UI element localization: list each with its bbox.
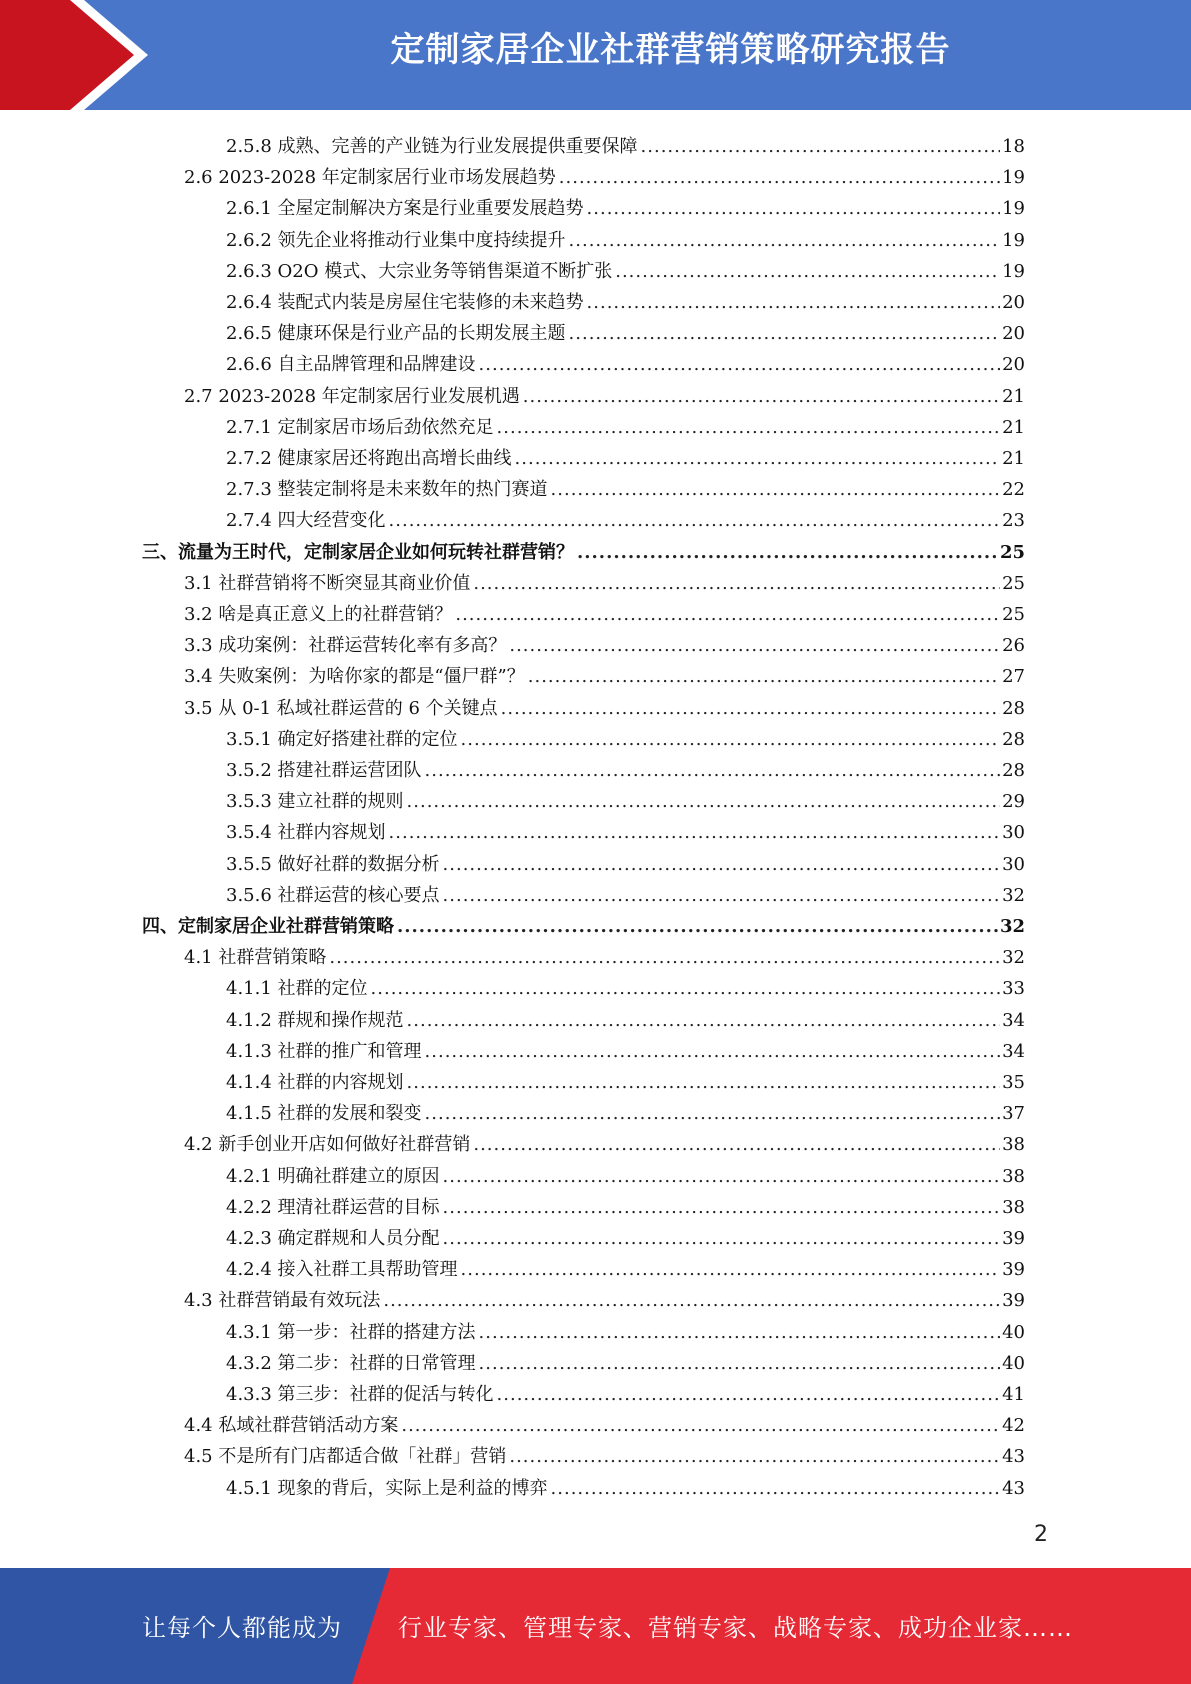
toc-entry[interactable] <box>184 690 1025 720</box>
toc-entry[interactable] <box>226 783 1025 813</box>
toc-leader-dots <box>407 1072 1001 1094</box>
toc-entry-page: 37 <box>1002 1103 1025 1125</box>
toc-entry-label: 3.4 失败案例：为啥你家的都是“僵尸群”？ <box>184 666 525 688</box>
toc-entry-page: 21 <box>1002 416 1025 438</box>
toc-entry-label: 4.1.5 社群的发展和裂变 <box>226 1103 422 1125</box>
toc-leader-dots <box>559 167 1000 189</box>
toc-entry-page: 29 <box>1002 791 1025 813</box>
toc-entry-label: 4.2.4 接入社群工具帮助管理 <box>226 1259 458 1281</box>
toc-entry-page: 25 <box>999 541 1025 563</box>
toc-leader-dots <box>473 1134 1000 1156</box>
toc-entry-label: 2.7.4 四大经营变化 <box>226 510 386 532</box>
toc-leader-dots <box>569 323 1001 345</box>
toc-entry[interactable] <box>226 752 1025 782</box>
toc-entry-label: 3.3 成功案例：社群运营转化率有多高？ <box>184 635 507 657</box>
toc-entry-page: 39 <box>1002 1228 1025 1249</box>
toc-leader-dots <box>443 1197 1001 1219</box>
report-title: 定制家居企业社群营销策略研究报告 <box>390 30 951 70</box>
page-header <box>0 0 1191 110</box>
toc-leader-dots <box>443 885 1001 907</box>
toc-entry[interactable] <box>226 1376 1025 1406</box>
toc-entry-label: 3.5.2 搭建社群运营团队 <box>226 760 422 781</box>
toc-entry[interactable] <box>226 877 1025 907</box>
toc-entry-page: 28 <box>1002 760 1025 781</box>
toc-entry-label: 4.1.3 社群的推广和管理 <box>226 1040 422 1062</box>
toc-leader-dots <box>497 1384 1001 1406</box>
toc-entry[interactable] <box>226 1064 1025 1094</box>
toc-leader-dots <box>641 136 1001 158</box>
toc-entry-label: 四、定制家居企业社群营销策略 <box>142 916 394 937</box>
toc-entry-page: 20 <box>1002 292 1025 313</box>
toc-entry-label: 4.2 新手创业开店如何做好社群营销 <box>184 1134 471 1156</box>
toc-entry-label: 2.7.3 整装定制将是未来数年的热门赛道 <box>226 479 548 501</box>
toc-entry[interactable] <box>226 1470 1025 1500</box>
toc-entry-page: 32 <box>1002 884 1025 906</box>
toc-leader-dots <box>577 542 998 564</box>
toc-entry[interactable] <box>226 1158 1025 1188</box>
toc-entry-page: 40 <box>1002 1321 1025 1343</box>
toc-entry-page: 21 <box>1002 385 1025 407</box>
toc-entry-label: 三、流量为王时代，定制家居企业如何玩转社群营销？ <box>142 541 574 563</box>
toc-entry-label: 4.3.2 第二步：社群的日常管理 <box>226 1352 476 1374</box>
toc-entry[interactable] <box>184 658 1025 688</box>
toc-entry-label: 4.1 社群营销策略 <box>184 947 327 969</box>
toc-entry-page: 20 <box>1002 354 1025 376</box>
toc-entry-label: 4.3.1 第一步：社群的搭建方法 <box>226 1321 476 1343</box>
toc-entry-page: 40 <box>1002 1352 1025 1374</box>
toc-entry-label: 2.6.6 自主品牌管理和品牌建设 <box>226 354 476 376</box>
toc-entry-page: 32 <box>1002 947 1025 969</box>
toc-leader-dots <box>461 729 1001 751</box>
toc-entry-page: 19 <box>1002 167 1025 189</box>
toc-entry-page: 38 <box>1002 1196 1025 1218</box>
toc-entry-label: 2.7 2023-2028 年定制家居行业发展机遇 <box>184 385 520 407</box>
toc-leader-dots <box>455 604 1000 626</box>
toc-entry-page: 23 <box>1002 510 1025 532</box>
toc-entry-label: 4.3.3 第三步：社群的促活与转化 <box>226 1384 494 1405</box>
toc-leader-dots <box>569 230 1001 252</box>
toc-entry[interactable] <box>226 846 1025 876</box>
toc-entry[interactable] <box>184 627 1025 657</box>
toc-leader-dots <box>443 1166 1001 1188</box>
toc-entry[interactable] <box>184 1407 1025 1437</box>
toc-leader-dots <box>523 386 1000 408</box>
toc-leader-dots <box>479 1322 1001 1344</box>
toc-leader-dots <box>407 1010 1001 1032</box>
toc-entry-label: 3.5.3 建立社群的规则 <box>226 791 404 813</box>
toc-entry-label: 2.5.8 成熟、完善的产业链为行业发展提供重要保障 <box>226 136 638 157</box>
toc-entry-page: 19 <box>1002 229 1025 251</box>
toc-entry[interactable] <box>226 409 1025 439</box>
toc-entry[interactable] <box>226 1189 1025 1219</box>
toc-entry[interactable] <box>226 190 1025 220</box>
toc-entry-label: 4.2.2 理清社群运营的目标 <box>226 1196 440 1218</box>
toc-leader-dots <box>401 1415 1000 1437</box>
toc-entry[interactable] <box>184 1438 1025 1468</box>
toc-entry-page: 43 <box>1002 1446 1025 1468</box>
toc-entry-page: 34 <box>1002 1009 1025 1031</box>
toc-entry-page: 28 <box>1002 728 1025 750</box>
toc-entry-page: 30 <box>1002 822 1025 844</box>
toc-entry-page: 39 <box>1002 1259 1025 1281</box>
toc-entry[interactable] <box>226 253 1025 283</box>
toc-entry-label: 4.2.1 明确社群建立的原因 <box>226 1165 440 1187</box>
toc-leader-dots <box>425 760 1001 782</box>
toc-leader-dots <box>501 698 1000 720</box>
toc-entry-page: 35 <box>1002 1072 1025 1093</box>
toc-entry-label: 3.2 啥是真正意义上的社群营销？ <box>184 604 453 625</box>
toc-entry-page: 21 <box>1002 448 1025 469</box>
toc-entry-label: 2.6.5 健康环保是行业产品的长期发展主题 <box>226 323 566 345</box>
toc-entry-label: 4.1.2 群规和操作规范 <box>226 1009 404 1031</box>
toc-leader-dots <box>461 1259 1001 1281</box>
toc-leader-dots <box>479 1353 1001 1375</box>
page-number: 2 <box>1034 1522 1048 1547</box>
toc-entry[interactable] <box>226 1095 1025 1125</box>
toc-entry[interactable] <box>226 1002 1025 1032</box>
toc-leader-dots <box>389 510 1001 532</box>
toc-leader-dots <box>528 666 1000 688</box>
toc-entry-page: 25 <box>1002 604 1025 625</box>
toc-entry[interactable] <box>226 1251 1025 1281</box>
toc-entry[interactable] <box>226 315 1025 345</box>
toc-entry[interactable] <box>226 471 1025 501</box>
toc-leader-dots <box>443 1228 1001 1250</box>
toc-leader-dots <box>383 1290 1000 1312</box>
toc-entry-page: 33 <box>1002 978 1025 1000</box>
toc-entry[interactable] <box>184 596 1025 626</box>
toc-entry-page: 38 <box>1002 1165 1025 1187</box>
toc-entry-page: 27 <box>1002 666 1025 688</box>
toc-entry-page: 39 <box>1002 1290 1025 1312</box>
toc-entry-label: 4.2.3 确定群规和人员分配 <box>226 1228 440 1249</box>
toc-entry[interactable] <box>226 1345 1025 1375</box>
toc-leader-dots <box>615 261 1000 283</box>
footer-slogan-left: 让每个人都能成为 <box>142 1614 342 1642</box>
toc-entry-page: 28 <box>1002 697 1025 719</box>
toc-leader-dots <box>551 1478 1001 1500</box>
toc-entry-label: 3.5.5 做好社群的数据分析 <box>226 853 440 875</box>
toc-leader-dots <box>389 822 1001 844</box>
toc-entry-label: 4.4 私域社群营销活动方案 <box>184 1415 399 1437</box>
toc-entry[interactable] <box>226 1033 1025 1063</box>
toc-entry-label: 3.5.4 社群内容规划 <box>226 822 386 844</box>
toc-entry-label: 4.3 社群营销最有效玩法 <box>184 1290 381 1312</box>
toc-entry-page: 38 <box>1002 1134 1025 1156</box>
toc-entry-page: 19 <box>1002 198 1025 220</box>
toc-entry[interactable] <box>226 1220 1025 1250</box>
toc-entry-page: 20 <box>1002 323 1025 345</box>
toc-entry[interactable] <box>226 502 1025 532</box>
toc-entry-label: 2.6.4 装配式内装是房屋住宅装修的未来趋势 <box>226 292 584 313</box>
toc-entry-label: 2.7.1 定制家居市场后劲依然充足 <box>226 416 494 438</box>
toc-leader-dots <box>509 635 1000 657</box>
toc-entry[interactable] <box>226 284 1025 314</box>
toc-leader-dots <box>509 1446 1000 1468</box>
toc-leader-dots <box>371 978 1001 1000</box>
toc-entry[interactable] <box>226 222 1025 252</box>
toc-entry-page: 19 <box>1002 260 1025 282</box>
toc-entry-label: 3.5.6 社群运营的核心要点 <box>226 884 440 906</box>
toc-entry[interactable] <box>184 939 1025 969</box>
toc-entry[interactable] <box>226 721 1025 751</box>
toc-entry[interactable] <box>226 1314 1025 1344</box>
toc-entry[interactable] <box>184 378 1025 408</box>
toc-leader-dots <box>425 1041 1001 1063</box>
footer-slogan-right: 行业专家、管理专家、营销专家、战略专家、成功企业家…… <box>398 1614 1073 1642</box>
header-red-block <box>0 0 70 110</box>
toc-entry[interactable] <box>226 128 1025 158</box>
toc-entry-label: 4.1.1 社群的定位 <box>226 978 368 1000</box>
toc-entry-page: 18 <box>1002 136 1025 157</box>
toc-entry-label: 2.7.2 健康家居还将跑出高增长曲线 <box>226 448 512 469</box>
toc-entry-label: 4.5 不是所有门店都适合做「社群」营销 <box>184 1446 507 1468</box>
toc-entry-page: 25 <box>1002 572 1025 594</box>
toc-leader-dots <box>443 854 1001 876</box>
toc-entry-label: 3.5.1 确定好搭建社群的定位 <box>226 728 458 750</box>
toc-leader-dots <box>329 947 1000 969</box>
page-footer <box>0 1568 1191 1684</box>
toc-entry-page: 43 <box>1002 1477 1025 1499</box>
toc-entry[interactable] <box>226 346 1025 376</box>
toc-leader-dots <box>497 417 1001 439</box>
toc-entry-page: 42 <box>1002 1415 1025 1437</box>
toc-leader-dots <box>397 916 998 938</box>
toc-entry[interactable] <box>184 1126 1025 1156</box>
toc-entry[interactable] <box>226 814 1025 844</box>
toc-entry[interactable] <box>184 1282 1025 1312</box>
toc-entry-page: 30 <box>1002 853 1025 875</box>
toc-leader-dots <box>479 354 1001 376</box>
toc-entry[interactable] <box>142 534 1025 564</box>
toc-leader-dots <box>473 573 1000 595</box>
toc-entry-page: 41 <box>1002 1384 1025 1405</box>
toc-entry-label: 4.5.1 现象的背后，实际上是利益的博弈 <box>226 1477 548 1499</box>
toc-entry-label: 2.6.1 全屋定制解决方案是行业重要发展趋势 <box>226 198 584 220</box>
toc-leader-dots <box>407 791 1001 813</box>
toc-entry-page: 32 <box>999 916 1025 937</box>
toc-entry[interactable] <box>184 565 1025 595</box>
toc-leader-dots <box>587 292 1001 314</box>
toc-leader-dots <box>551 479 1001 501</box>
toc-entry-page: 34 <box>1002 1040 1025 1062</box>
toc-leader-dots <box>515 448 1001 470</box>
toc-entry-page: 26 <box>1002 635 1025 657</box>
header-chevron-icon <box>70 0 150 110</box>
toc-entry[interactable] <box>142 908 1025 938</box>
toc-entry-label: 3.5 从 0-1 私域社群运营的 6 个关键点 <box>184 697 498 719</box>
toc-entry-label: 2.6.3 O2O 模式、大宗业务等销售渠道不断扩张 <box>226 260 613 282</box>
toc-entry[interactable] <box>184 159 1025 189</box>
toc-entry-label: 3.1 社群营销将不断突显其商业价值 <box>184 572 471 594</box>
toc-entry-label: 4.1.4 社群的内容规划 <box>226 1072 404 1093</box>
toc-entry[interactable] <box>226 440 1025 470</box>
toc-leader-dots <box>425 1103 1001 1125</box>
toc-leader-dots <box>587 198 1001 220</box>
toc-entry-page: 22 <box>1002 479 1025 501</box>
toc-entry-label: 2.6.2 领先企业将推动行业集中度持续提升 <box>226 229 566 251</box>
toc-entry-label: 2.6 2023-2028 年定制家居行业市场发展趋势 <box>184 167 556 189</box>
toc-entry[interactable] <box>226 970 1025 1000</box>
